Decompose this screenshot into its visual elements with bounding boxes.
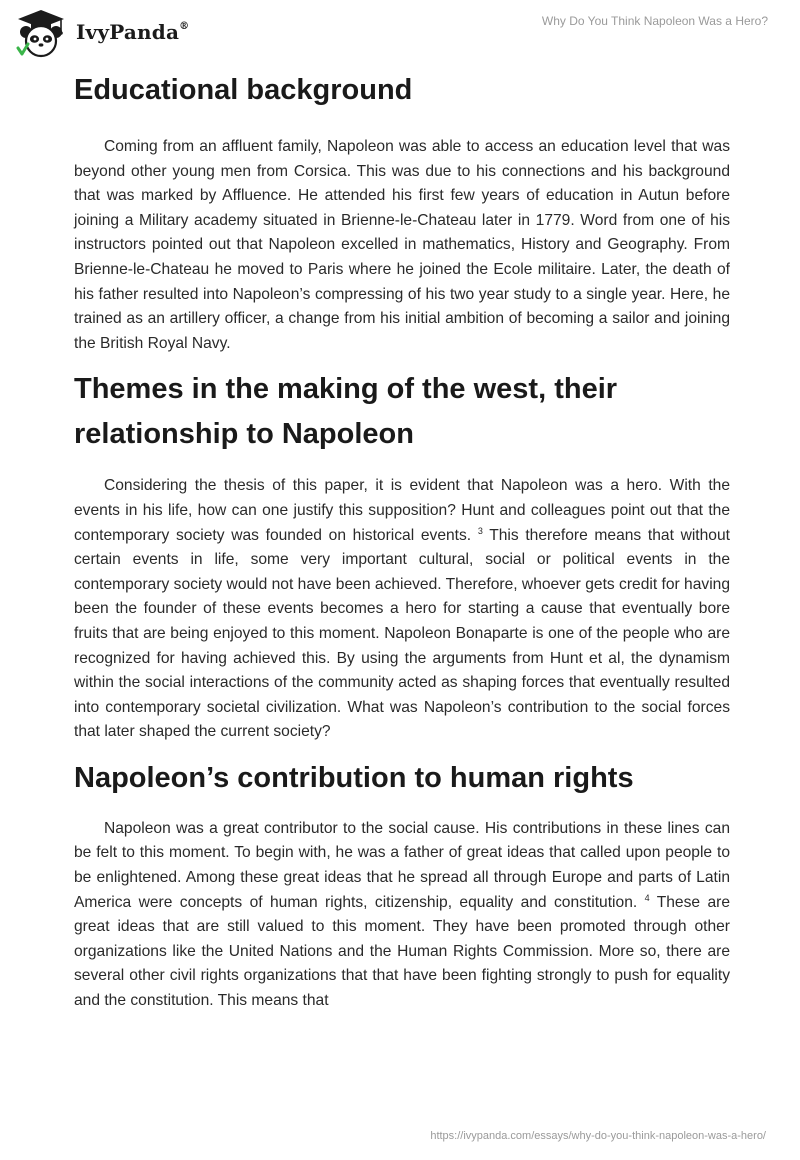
essay-content: [74, 68, 730, 1014]
footnote-ref-3[interactable]: 3: [477, 525, 483, 536]
heading-human-rights: Napoleon’s contribution to human rights: [74, 761, 634, 794]
document-title: Why Do You Think Napoleon Was a Hero?: [541, 14, 768, 28]
ivypanda-logo[interactable]: [14, 8, 68, 58]
paragraph-educational-background: Coming from an affluent family, Napoleon was able to access an education level that was beyond other young men from Corsica. This was due to his connections and his background that was marked by Affluence. He attended his first few years of education in Autun before joining a Military academy situated in Brienne-le-Chateau later in 1779. Word from one of his instructors pointed out that Napoleon excelled in mathematics, History and Geography. From Brienne-le-Chateau he moved to Paris where he joined the Ecole militaire. Later, the death of his father resulted into Napoleon’s compressing of his two year study to a single year. Here, he trained as an artillery officer, a change from his initial ambition of becoming a sailor and joining the British Royal Navy.: [74, 138, 730, 352]
footnote-ref-4[interactable]: 4: [644, 892, 650, 903]
registered-mark: ®: [179, 21, 190, 33]
page-header: [0, 0, 800, 62]
paragraph-human-rights: Napoleon was a great contributor to the social cause. His contributions in these lines can be felt to this moment. To begin with, he was a father of great ideas that called upon people to be enlightened. Among these great ideas that he spread all through Europe and parts of Latin America were concepts of human rights, citizenship, equality and constitution. $^4$ These are great ideas that are still valued to this moment. They have been promoted through other organizations like the United Nations and the Human Rights Commission. More so, there are several other civil rights organizations that that have been fighting strongly to push for equality and the constitution. This means that: [74, 819, 730, 1010]
heading-themes: Themes in the making of the west, their relationship to Napoleon: [74, 373, 618, 451]
heading-educational-background: Educational background: [74, 74, 413, 106]
panda-graduate-icon: [14, 8, 68, 58]
source-url[interactable]: https://ivypanda.com/essays/why-do-you-think-napoleon-was-a-hero/: [430, 1130, 766, 1142]
paragraph-themes: Considering the thesis of this paper, it is evident that Napoleon was a hero. With the events in his life, how can one justify this supposition? Hunt and colleagues point out that the contemporary society was founded on historical events. $^3$ This therefore means that without certain events in life, some very important cultural, social or political events in the contemporary society would not have been achieved. Therefore, whoever gets credit for having been the founder of these events becomes a hero for starting a cause that eventually bore fruits that are being enjoyed to this moment. Napoleon Bonaparte is one of the people who are recognized for having achieved this. By using the arguments from Hunt et al, the dynamism within the social interactions of the community acted as shaping forces that eventually resulted into contemporary societal civilization. What was Napoleon’s contribution to the social forces that later shaped the current society?: [74, 477, 730, 741]
brand-name[interactable]: IvyPanda®: [76, 20, 190, 44]
